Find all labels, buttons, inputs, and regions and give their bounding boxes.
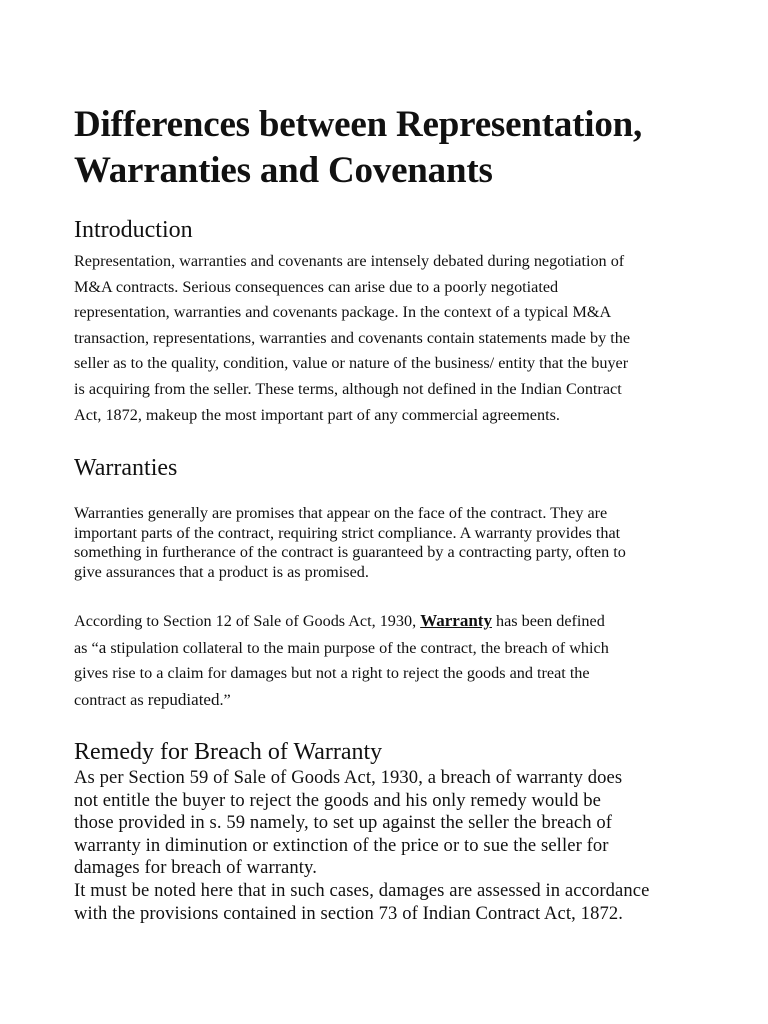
text-run: contract as bbox=[74, 690, 148, 709]
paragraph-line: As per Section 59 of Sale of Goods Act, 1930, a breach of warranty does bbox=[74, 767, 623, 788]
text-run: a bbox=[98, 637, 107, 657]
paragraph-line: transaction, representations, warranties and covenants contain statements made by the bbox=[74, 328, 631, 347]
paragraph-line bbox=[74, 687, 704, 714]
paragraph-line: important parts of the contract, requiring strict compliance. A warranty provides that bbox=[74, 523, 621, 542]
paragraph-line: give assurances that a product is as promised. bbox=[74, 562, 369, 581]
paragraph-line: representation, warranties and covenants package. In the context of a typical M&A bbox=[74, 303, 612, 322]
introduction-paragraph bbox=[74, 249, 704, 428]
paragraph-line: something in furtherance of the contract is guaranteed by a contracting party, often to bbox=[74, 543, 626, 562]
remedy-heading: Remedy for Breach of Warranty bbox=[74, 739, 383, 765]
paragraph-line: warranty in diminution or extinction of the price or to sue the seller for bbox=[74, 834, 609, 856]
paragraph-line: Warranties generally are promises that appear on the face of the contract. They are bbox=[74, 504, 608, 522]
warranty-definition-paragraph bbox=[74, 608, 704, 713]
paragraph-line: those provided in s. 59 namely, to set up against the seller the breach of bbox=[74, 812, 613, 834]
warranty-term: Warranty bbox=[420, 611, 492, 630]
paragraph-line: damages for breach of warranty. bbox=[74, 857, 317, 879]
text-run: According to Section 12 of Sale of Goods Act, 1930, bbox=[74, 612, 421, 630]
paragraph-line: It must be noted here that in such cases, damages are assessed in accordance bbox=[74, 879, 650, 901]
text-run: stipulation collateral to the main purpose of the contract, the breach of which bbox=[106, 638, 609, 657]
repudiated-term: repudiated bbox=[147, 689, 220, 709]
warranties-heading: Warranties bbox=[74, 455, 178, 481]
document-title bbox=[74, 102, 714, 194]
remedy-paragraph bbox=[74, 767, 714, 925]
text-run: .” bbox=[219, 690, 231, 709]
title-line: Differences between Representation, bbox=[74, 104, 643, 145]
paragraph-line bbox=[74, 635, 704, 662]
introduction-heading: Introduction bbox=[74, 217, 193, 243]
paragraph-line: M&A contracts. Serious consequences can arise due to a poorly negotiated bbox=[74, 277, 559, 296]
text-run: has been defined bbox=[491, 612, 605, 630]
paragraph-line: Representation, warranties and covenants are intensely debated during negotiation of bbox=[74, 252, 625, 270]
paragraph-line: seller as to the quality, condition, value or nature of the business/ entity that the buyer bbox=[74, 354, 629, 373]
paragraph-line: gives rise to a claim for damages but not a right to reject the goods and treat the bbox=[74, 664, 590, 683]
title-line: Warranties and Covenants bbox=[74, 150, 493, 191]
paragraph-line: not entitle the buyer to reject the goods and his only remedy would be bbox=[74, 789, 601, 811]
paragraph-line bbox=[74, 608, 704, 635]
paragraph-line: Act, 1872, makeup the most important part of any commercial agreements. bbox=[74, 405, 560, 424]
text-run: as “ bbox=[74, 638, 99, 657]
paragraph-line: is acquiring from the seller. These terms, although not defined in the Indian Contract bbox=[74, 379, 622, 398]
warranties-paragraph bbox=[74, 504, 704, 582]
paragraph-line: with the provisions contained in section 73 of Indian Contract Act, 1872. bbox=[74, 902, 624, 924]
